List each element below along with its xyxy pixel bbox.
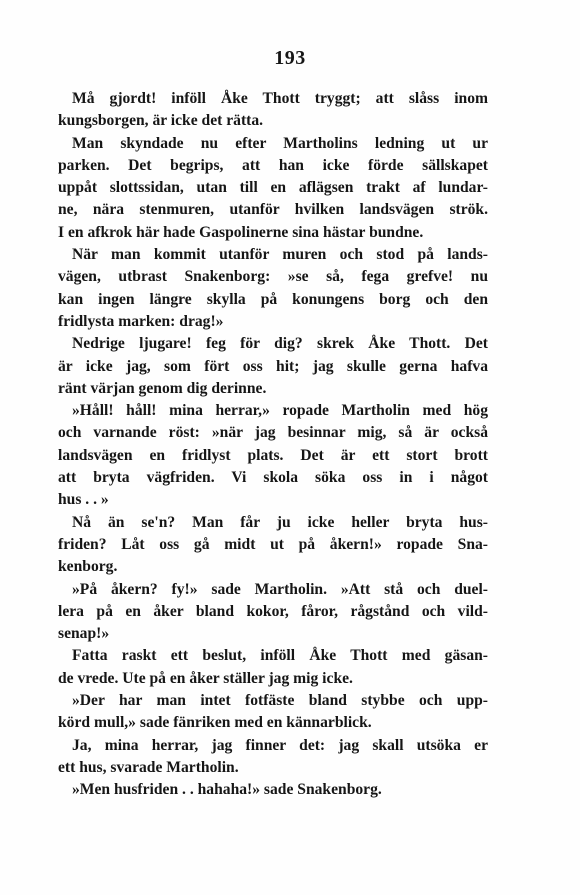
text-line: kan ingen längre skylla på konungens borg och den [58, 290, 488, 308]
text-line: att bryta vägfriden. Vi skola söka oss in i något [58, 469, 488, 487]
text-line: kenborg. [58, 558, 118, 576]
text-line: är icke jag, som fört oss hit; jag skulle gerna hafva [58, 357, 488, 375]
text-line: Fatta raskt ett beslut, inföll Åke Thott med gäsan- [72, 647, 488, 665]
text-line: kungsborgen, är icke det rätta. [58, 112, 264, 130]
text-line: fridlysta marken: drag!» [58, 312, 224, 330]
text-line: hus . . » [58, 491, 109, 509]
text-line: friden? Låt oss gå midt ut på åkern!» ropade Sna- [58, 535, 488, 553]
text-line: senap!» [58, 625, 110, 643]
text-line: Nå än se'n? Man får ju icke heller bryta hus- [72, 513, 488, 531]
text-line: »Håll! håll! mina herrar,» ropade Martholin med hög [72, 402, 488, 420]
text-line: parken. Det begrips, att han icke förde sällskapet [58, 156, 488, 174]
text-line: När man kommit utanför muren och stod på lands- [72, 246, 488, 264]
text-line: ne, nära stenmuren, utanför hvilken landsvägen strök. [58, 201, 488, 219]
text-line: Ja, mina herrar, jag finner det: jag skall utsöka er [72, 736, 488, 754]
text-line: Man skyndade nu efter Martholins ledning ut ur [72, 134, 488, 152]
text-line: »Der har man intet fotfäste bland stybbe och upp- [72, 692, 488, 710]
text-line: uppåt slottssidan, utan till en aflägsen trakt af lundar- [58, 179, 488, 197]
text-line: ränt värjan genom dig derinne. [58, 379, 267, 397]
text-line: de vrede. Ute på en åker ställer jag mig icke. [58, 669, 353, 687]
text-line: »Men husfriden . . hahaha!» sade Snakenborg. [72, 781, 382, 799]
text-line: lera på en åker bland kokor, fåror, rågstånd och vild- [58, 602, 488, 620]
text-line: Må gjordt! inföll Åke Thott tryggt; att slåss inom [72, 90, 488, 107]
body-text [58, 88, 488, 802]
text-line: och varnande röst: »när jag besinnar mig, så är också [58, 424, 488, 442]
text-line: körd mull,» sade fänriken med en kännarblick. [58, 714, 372, 732]
text-line: Nedrige ljugare! feg för dig? skrek Åke Thott. Det [72, 335, 488, 353]
text-line: vägen, utbrast Snakenborg: »se så, fega grefve! nu [58, 268, 488, 286]
text-line: I en afkrok här hade Gaspolinerne sina hästar bundne. [58, 223, 424, 241]
text-line: landsvägen en fridlyst plats. Det är ett stort brott [58, 446, 488, 464]
text-line: »På åkern? fy!» sade Martholin. »Att stå och duel- [72, 580, 488, 598]
text-line: ett hus, svarade Martholin. [58, 758, 239, 776]
page-number: 193 [274, 47, 306, 69]
